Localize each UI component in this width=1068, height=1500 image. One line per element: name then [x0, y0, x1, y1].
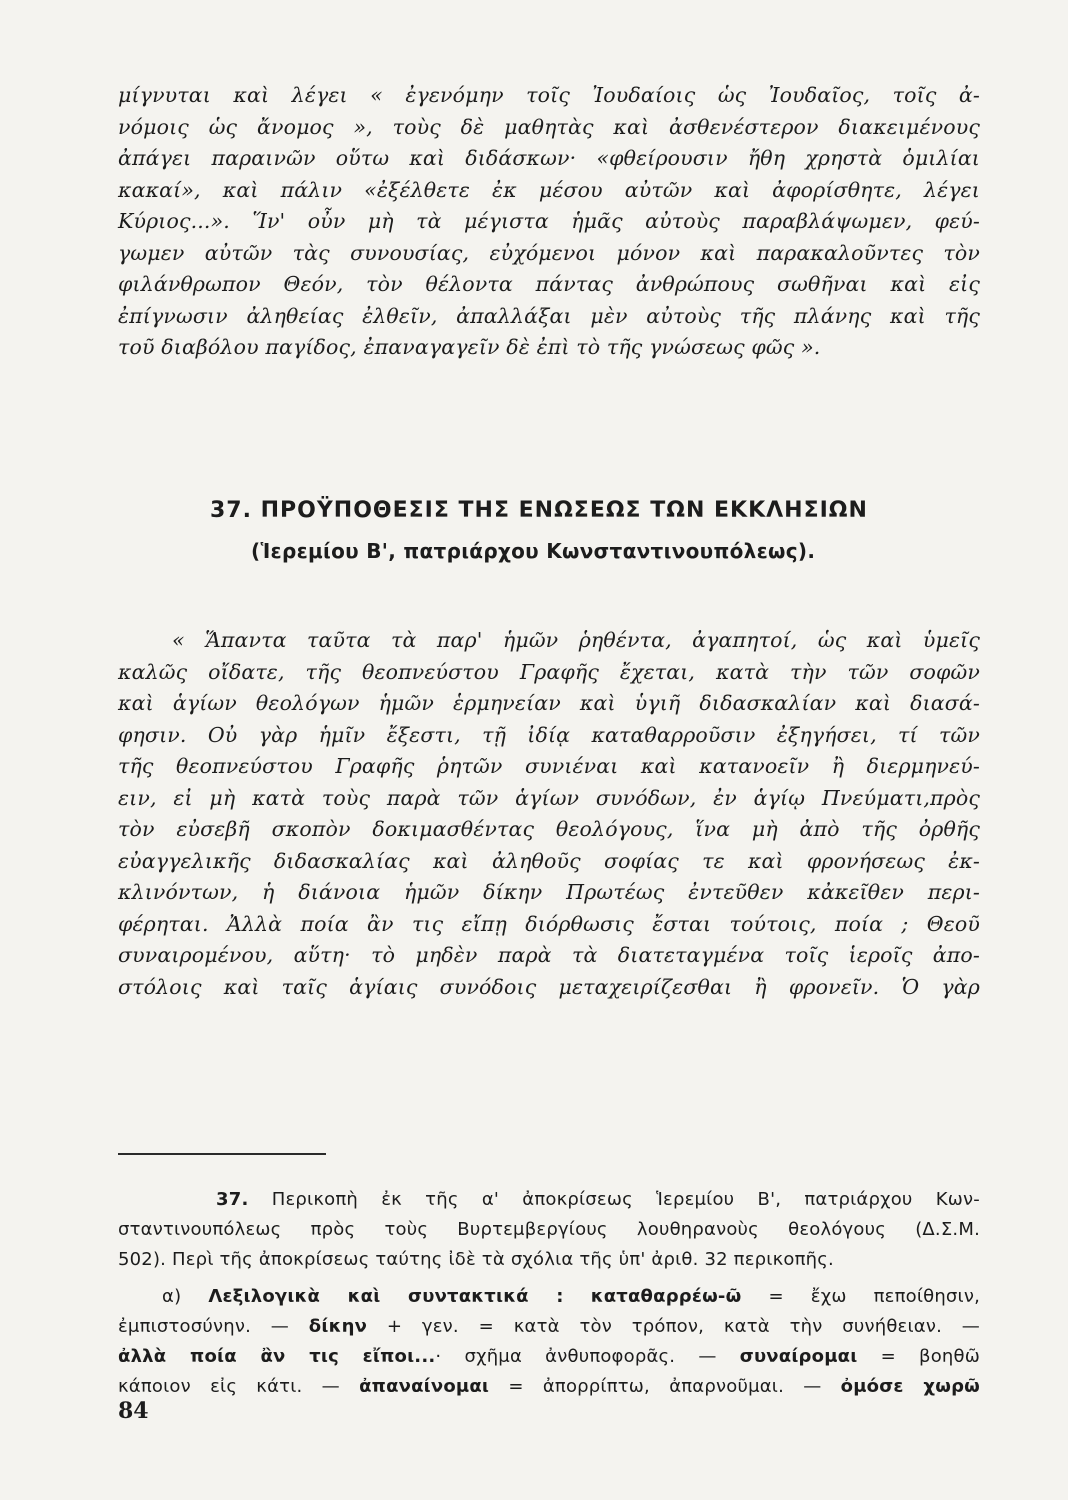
text-line: Κύριος...». Ἵν' οὖν μὴ τὰ μέγιστα ἡμᾶς αὐτοὺς παραβλάψωμεν, φεύ- [118, 209, 980, 233]
vocab-term: δίκην [308, 1316, 368, 1337]
text-line: τὸν εὐσεβῆ σκοπὸν δοκιμασθέντας θεολόγους, ἵνα μὴ ἀπὸ τῆς ὀρθῆς [118, 817, 980, 841]
footnote-vocabulary [118, 1282, 980, 1402]
vocab-definition: = ἀπορρίπτω, ἀπαρνοῦμαι. — [508, 1376, 822, 1397]
vocab-definition: ἐμπιστοσύνην. — [118, 1316, 290, 1337]
paragraph-quote [118, 625, 980, 1003]
text-line: συναιρομένου, αὕτη· τὸ μηδὲν παρὰ τὰ διατεταγμένα τοῖς ἱεροῖς ἀπο- [118, 943, 980, 967]
text-line: γωμεν αὐτῶν τὰς συνουσίας, εὐχόμενοι μόνον καὶ παρακαλοῦντες τὸν [118, 240, 980, 265]
vocab-term: συναίρομαι [739, 1346, 858, 1367]
footnote-divider [118, 1153, 326, 1155]
footnote-line: 502). Περὶ τῆς ἀποκρίσεως ταύτης ἰδὲ τὰ σχόλια τῆς ὑπ' ἀριθ. 32 περικοπῆς. [118, 1249, 834, 1270]
footnote-line [118, 1185, 980, 1215]
footnote-line: σταντινουπόλεως πρὸς τοὺς Βυρτεμβεργίους λουθηρανοὺς θεολόγους (Δ.Σ.Μ. [118, 1219, 980, 1240]
text-line: καλῶς οἴδατε, τῆς θεοπνεύστου Γραφῆς ἔχεται, κατὰ τὴν τῶν σοφῶν [118, 659, 980, 684]
vocab-definition: κάποιον εἰς κάτι. — [118, 1376, 340, 1397]
text-line: τοῦ διαβόλου παγίδος, ἐπαναγαγεῖν δὲ ἐπὶ τὸ τῆς γνώσεως φῶς ». [118, 335, 821, 359]
page-number: 84 [118, 1398, 149, 1424]
text-line: φιλάνθρωπον Θεόν, τὸν θέλοντα πάντας ἀνθρώπους σωθῆναι καὶ εἰς [118, 272, 980, 296]
vocab-term: ἀπαναίνομαι [359, 1376, 490, 1397]
footnote-line [118, 1312, 980, 1342]
vocab-definition: · σχῆμα ἀνθυποφορᾶς. — [435, 1346, 717, 1367]
text-line: μίγνυται καὶ λέγει « ἐγενόμην τοῖς Ἰουδαίοις ὡς Ἰουδαῖος, τοῖς ἀ- [118, 83, 980, 107]
footnote-line [118, 1282, 980, 1312]
vocab-definition: = βοηθῶ [880, 1346, 981, 1367]
text-line: φησιν. Οὐ γὰρ ἡμῖν ἔξεστι, τῇ ἰδίᾳ καταθαρροῦσιν ἐξηγήσει, τί τῶν [118, 722, 980, 747]
section-heading: 37. ΠΡΟΫΠΟΘΕΣΙΣ ΤΗΣ ΕΝΩΣΕΩΣ ΤΩΝ ΕΚΚΛΗΣΙΩΝ [210, 498, 868, 523]
text-line: εὐαγγελικῆς διδασκαλίας καὶ ἀληθοῦς σοφίας τε καὶ φρονήσεως ἐκ- [118, 848, 980, 873]
paragraph-continuation [118, 80, 980, 364]
footnote-37 [118, 1185, 980, 1275]
text-line: ειν, εἰ μὴ κατὰ τοὺς παρὰ τῶν ἁγίων συνόδων, ἐν ἁγίῳ Πνεύματι,πρὸς [118, 785, 980, 810]
vocab-definition: + γεν. = κατὰ τὸν τρόπον, κατὰ τὴν συνήθειαν. — [386, 1316, 980, 1337]
text-line: στόλοις καὶ ταῖς ἁγίαις συνόδοις μεταχειρίζεσθαι ἢ φρονεῖν. Ὁ γὰρ [118, 974, 980, 999]
vocab-term: ὀμόσε χωρῶ [840, 1376, 980, 1397]
footnote-text: Περικοπὴ ἐκ τῆς α' ἀποκρίσεως Ἱερεμίου Β', πατριάρχου Κων- [271, 1189, 980, 1210]
text-line: νόμοις ὡς ἄνομος », τοὺς δὲ μαθητὰς καὶ ἀσθενέστερον διακειμένους [118, 114, 980, 139]
text-line: « Ἅπαντα ταῦτα τὰ παρ' ἡμῶν ῥηθέντα, ἀγαπητοί, ὡς καὶ ὑμεῖς [172, 628, 980, 652]
vocab-title: Λεξιλογικὰ καὶ συντακτικά : [208, 1286, 564, 1307]
text-line: ἀπάγει παραινῶν οὕτω καὶ διδάσκων· «φθείρουσιν ἤθη χρηστὰ ὁμιλίαι [118, 146, 980, 170]
vocab-definition: = ἔχω πεποίθησιν, [768, 1286, 981, 1307]
vocab-term: ἀλλὰ ποία ἂν τις εἴποι... [118, 1346, 436, 1367]
text-line: κακαί», καὶ πάλιν «ἐξέλθετε ἐκ μέσου αὐτῶν καὶ ἀφορίσθητε, λέγει [118, 177, 980, 202]
text-line: κλινόντων, ἡ διάνοια ἡμῶν δίκην Πρωτέως ἐντεῦθεν κἀκεῖθεν περι- [118, 880, 980, 904]
footnote-line [118, 1342, 980, 1372]
text-line: τῆς θεοπνεύστου Γραφῆς ῥητῶν συνιέναι καὶ κατανοεῖν ἢ διερμηνεύ- [118, 754, 980, 778]
text-line: καὶ ἁγίων θεολόγων ἡμῶν ἑρμηνείαν καὶ ὑγιῆ διδασκαλίαν καὶ διασά- [118, 691, 980, 715]
text-line: φέρηται. Ἀλλὰ ποία ἂν τις εἴπῃ διόρθωσις ἔσται τούτοις, ποία ; Θεοῦ [118, 911, 980, 936]
footnote-number: 37. [216, 1189, 249, 1210]
vocab-label: α) [162, 1286, 182, 1307]
section-subheading: (Ἱερεμίου Β', πατριάρχου Κωνσταντινουπόλεως). [251, 539, 816, 563]
vocab-term: καταθαρρέω-ῶ [590, 1286, 742, 1307]
text-line: ἐπίγνωσιν ἀληθείας ἐλθεῖν, ἀπαλλάξαι μὲν αὐτοὺς τῆς πλάνης καὶ τῆς [118, 303, 980, 328]
footnote-line [118, 1372, 980, 1402]
